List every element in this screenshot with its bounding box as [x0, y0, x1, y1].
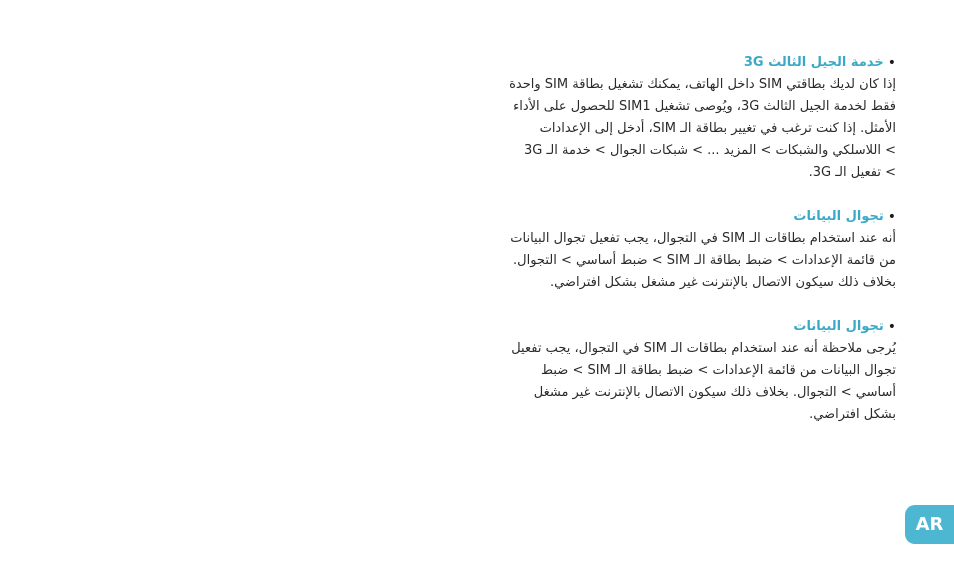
language-tab-ar: AR	[905, 505, 954, 544]
manual-content	[500, 52, 896, 448]
paragraph-line: بخلاف ذلك سيكون الاتصال بالإنترنت غير مشغل بشكل افتراضي.	[549, 275, 896, 290]
paragraph-line: بشكل افتراضي.	[809, 407, 896, 422]
heading-text: خدمة الجيل الثالث 3G	[743, 55, 884, 70]
bullet-icon: •	[887, 319, 896, 335]
paragraph-line: أنه عند استخدام بطاقات الـ SIM في التجوال، يجب تفعيل تجوال البيانات	[510, 231, 896, 246]
paragraph-line: إذا كان لديك بطاقتي SIM داخل الهاتف، يمكنك تشغيل بطاقة SIM واحدة	[509, 77, 896, 92]
section-heading	[500, 206, 896, 228]
paragraph-line: الأمثل. إذا كنت ترغب في تغيير بطاقة الـ SIM، أدخل إلى الإعدادات	[539, 121, 896, 136]
paragraph-line: يُرجى ملاحظة أنه عند استخدام بطاقات الـ SIM في التجوال، يجب تفعيل	[511, 341, 896, 356]
bullet-icon: •	[887, 209, 896, 225]
bullet-icon: •	[887, 55, 896, 71]
heading-text: تجوال البيانات	[793, 319, 884, 334]
section-heading	[500, 316, 896, 338]
section-data-roaming-note	[500, 316, 896, 426]
paragraph-line: فقط لخدمة الجيل الثالث 3G، ويُوصى تشغيل SIM1 للحصول على الأداء	[513, 99, 896, 114]
paragraph-line: أساسي > التجوال. بخلاف ذلك سيكون الاتصال بالإنترنت غير مشغل	[533, 385, 896, 400]
paragraph-line: تجوال البيانات من قائمة الإعدادات > ضبط بطاقة الـ SIM > ضبط	[541, 363, 896, 378]
paragraph-line: من قائمة الإعدادات > ضبط بطاقة الـ SIM > ضبط أساسي > التجوال.	[513, 253, 896, 268]
section-data-roaming	[500, 206, 896, 294]
paragraph-line: > اللاسلكي والشبكات > المزيد ... > شبكات الجوال > خدمة الـ 3G	[523, 143, 896, 158]
section-heading	[500, 52, 896, 74]
section-3g-service	[500, 52, 896, 184]
paragraph-line: > تفعيل الـ 3G.	[808, 165, 896, 180]
heading-text: تجوال البيانات	[793, 209, 884, 224]
